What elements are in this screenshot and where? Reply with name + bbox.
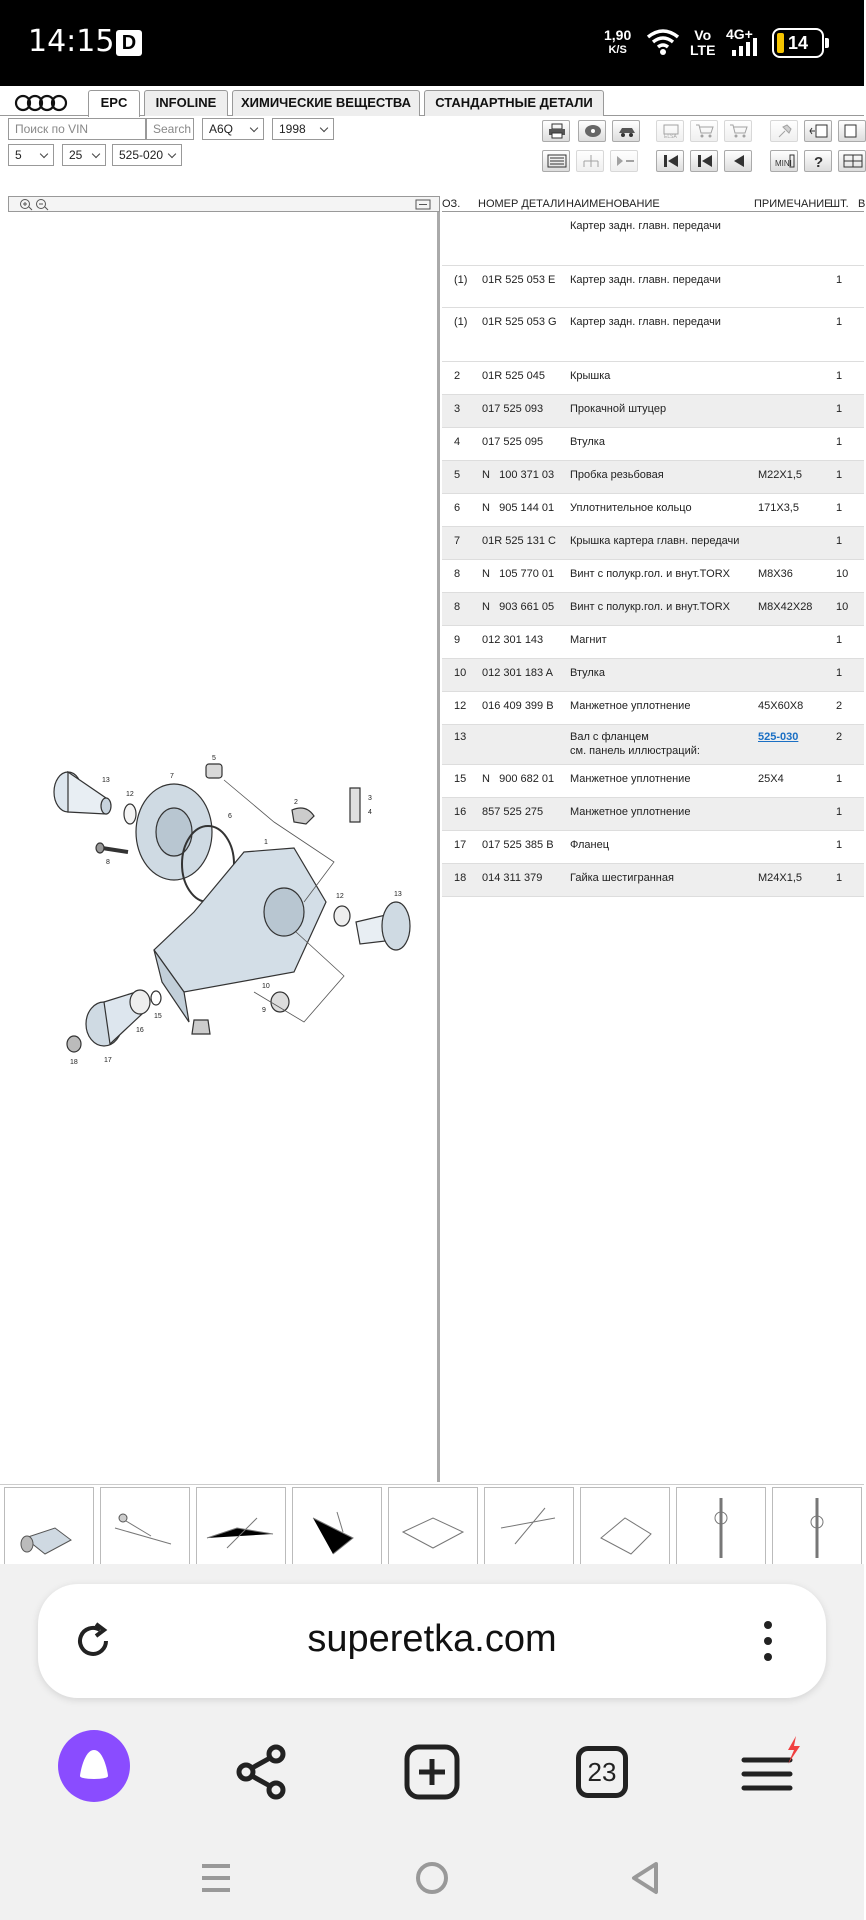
group-select[interactable]: 5 (8, 144, 54, 166)
network-type: 4G+ (726, 26, 753, 42)
row-pos: (1) (454, 316, 468, 328)
linkage-thumbnail-icon (293, 1488, 381, 1564)
volte-bottom: LTE (690, 42, 716, 58)
printer-icon (547, 123, 567, 139)
vin-search-input[interactable]: Поиск по VIN (8, 118, 146, 140)
seal-15 (151, 991, 161, 1005)
thumbnail[interactable] (196, 1487, 286, 1565)
parts-exploded-diagram[interactable] (44, 752, 424, 1072)
elsa-button[interactable] (656, 120, 684, 142)
plug-bottom (192, 1020, 210, 1034)
volte-indicator (690, 28, 715, 58)
mini-button[interactable] (770, 150, 798, 172)
tab-infoline[interactable]: INFOLINE (144, 90, 228, 116)
car-icon (617, 123, 637, 139)
row-qty: 1 (836, 535, 843, 547)
row-pos: 3 (454, 403, 461, 415)
row-name: Картер задн. главн. передачи (570, 316, 721, 328)
row-pos: (1) (454, 274, 468, 286)
row-pos: 5 (454, 469, 461, 481)
row-part-number: 01R 525 045 (482, 370, 545, 382)
illustration-toolbar (8, 196, 440, 212)
table-row[interactable] (442, 362, 864, 395)
row-part-number: 012 301 143 (482, 634, 544, 646)
cart-icon (695, 123, 715, 139)
print-button[interactable] (542, 120, 570, 142)
alice-assistant-icon[interactable] (58, 1730, 130, 1802)
system-navigation (0, 1840, 864, 1920)
row-note: 45X60X8 (758, 700, 804, 712)
collapse-button[interactable] (610, 150, 638, 172)
row-name: Картер задн. главн. передачи (570, 274, 721, 286)
row-qty: 1 (836, 274, 843, 286)
table-row[interactable] (442, 864, 864, 897)
callout: 4 (368, 809, 372, 816)
illustration-link[interactable]: 525-030 (758, 731, 799, 743)
table-row[interactable] (442, 266, 864, 308)
row-name: Манжетное уплотнение (570, 700, 691, 712)
search-input[interactable]: Search (146, 118, 194, 140)
recent-apps-icon[interactable] (198, 1860, 234, 1896)
status-time: 14:15 (28, 24, 115, 59)
seal-16 (130, 990, 150, 1014)
callout: 17 (104, 1057, 112, 1064)
seal-12-left (124, 804, 136, 824)
row-qty: 1 (836, 436, 843, 448)
callout: 8 (106, 859, 110, 866)
battery-level: 14 (788, 33, 809, 53)
row-name: Фланец (570, 839, 610, 851)
row-part-number: 014 311 379 (482, 872, 543, 884)
table-row[interactable] (442, 494, 864, 527)
tabs-count-button[interactable]: 23 (576, 1746, 628, 1798)
row-pos: 8 (454, 601, 461, 613)
table-row[interactable] (442, 659, 864, 692)
fit-icon[interactable] (415, 199, 431, 210)
table-row[interactable] (442, 461, 864, 494)
callout: 6 (228, 813, 232, 820)
tab-chemicals[interactable]: ХИМИЧЕСКИЕ ВЕЩЕСТВА (232, 90, 420, 116)
status-d-badge: D (116, 30, 142, 56)
disc-button[interactable] (578, 120, 606, 142)
tree-icon (581, 153, 601, 169)
pin-button[interactable] (770, 120, 798, 142)
first-button[interactable] (656, 150, 684, 172)
subframe-thumbnail-icon (389, 1488, 477, 1564)
header-qty: ШТ. (830, 198, 849, 210)
flange-shaft-right (382, 902, 410, 950)
thumbnail[interactable] (388, 1487, 478, 1565)
table-row[interactable] (442, 692, 864, 725)
previous-page-button[interactable] (690, 150, 718, 172)
row-name: Уплотнительное кольцо (570, 502, 692, 514)
triangle-left-icon (729, 153, 749, 169)
row-note: 171X3,5 (758, 502, 799, 514)
suspension-thumbnail-icon (197, 1488, 285, 1564)
seal-12-right (334, 906, 350, 926)
row-name: Крышка картера главн. передачи (570, 535, 740, 547)
callout: 2 (294, 799, 298, 806)
volte-top: Vo (694, 27, 712, 43)
row-name: Втулка (570, 667, 605, 679)
row-part-number: N 100 371 03 (482, 469, 555, 481)
row-name-note: см. панель иллюстраций: (570, 745, 700, 757)
thumbnail[interactable] (292, 1487, 382, 1565)
disc-icon (583, 123, 603, 139)
row-qty: 10 (836, 601, 849, 613)
elsa-icon (661, 123, 681, 139)
thumbnail[interactable] (484, 1487, 574, 1565)
row-name: Манжетное уплотнение (570, 773, 691, 785)
table-row[interactable] (442, 626, 864, 659)
pages-icon (809, 123, 829, 139)
thumbnail[interactable] (580, 1487, 670, 1565)
tab-standard-parts[interactable]: СТАНДАРТНЫЕ ДЕТАЛИ (424, 90, 604, 116)
bolt-8 (102, 848, 128, 852)
callout: 13 (102, 777, 110, 784)
tab-epc[interactable]: EPC (88, 90, 140, 117)
row-part-number: 012 301 183 A (482, 667, 553, 679)
row-qty: 1 (836, 634, 843, 646)
row-name: Картер задн. главн. передачи (570, 220, 721, 232)
strut-thumbnail-icon (677, 1488, 765, 1564)
new-tab-icon[interactable] (404, 1744, 460, 1800)
signal-icon (732, 36, 766, 56)
table-row[interactable] (442, 725, 864, 765)
header-part-number: НОМЕР ДЕТАЛИ (478, 198, 566, 210)
more-vertical-icon[interactable] (762, 1620, 774, 1662)
row-part-number: 017 525 385 B (482, 839, 554, 851)
arm-thumbnail-icon (485, 1488, 573, 1564)
svg-text:?: ? (814, 154, 824, 171)
housing-thumbnail-icon (5, 1488, 93, 1564)
row-name: Крышка (570, 370, 611, 382)
shaft-thumbnail-icon (101, 1488, 189, 1564)
share-icon[interactable] (234, 1744, 290, 1800)
table-row[interactable] (442, 831, 864, 864)
header-pos: ОЗ. (442, 198, 461, 210)
nut-18 (67, 1036, 81, 1052)
row-note: M8X36 (758, 568, 793, 580)
row-pos: 8 (454, 568, 461, 580)
zoom-in-icon[interactable] (19, 198, 33, 211)
svg-text:MINI: MINI (775, 159, 792, 168)
row-pos: 6 (454, 502, 461, 514)
car-button[interactable] (612, 120, 640, 142)
header-name: НАИМЕНОВАНИЕ (566, 198, 660, 210)
cart-remove-button[interactable] (724, 120, 752, 142)
row-pos: 16 (454, 806, 467, 818)
callout: 12 (126, 791, 134, 798)
row-qty: 2 (836, 731, 843, 743)
illustration-pane (8, 196, 440, 1482)
row-note: M24X1,5 (758, 872, 803, 884)
row-pos: 4 (454, 436, 461, 448)
pages-icon (843, 123, 863, 139)
row-name: Винт с полукр.гол. и внут.TORX (570, 568, 730, 580)
address-bar[interactable] (38, 1584, 826, 1698)
menu-icon[interactable] (742, 1736, 802, 1796)
previous-icon (695, 153, 715, 169)
cart-button[interactable] (690, 120, 718, 142)
page-right-button[interactable] (838, 120, 866, 142)
row-name: Гайка шестигранная (570, 872, 674, 884)
table-row[interactable] (442, 395, 864, 428)
table-row[interactable] (442, 428, 864, 461)
parts-table (442, 196, 864, 1482)
row-qty: 1 (836, 806, 843, 818)
row-part-number: N 900 682 01 (482, 773, 555, 785)
row-qty: 1 (836, 403, 843, 415)
battery-icon (772, 28, 824, 58)
row-pos: 9 (454, 634, 461, 646)
model-select[interactable]: A6Q (202, 118, 264, 140)
row-name: Пробка резьбовая (570, 469, 664, 481)
callout: 5 (212, 755, 216, 762)
illustration-select[interactable]: 525-020 (112, 144, 182, 166)
browser-chrome (0, 1564, 864, 1920)
row-qty: 1 (836, 667, 843, 679)
table-row[interactable] (442, 308, 864, 362)
header-extra: В (858, 198, 866, 210)
back-button[interactable] (724, 150, 752, 172)
table-row[interactable] (442, 212, 864, 266)
table-header (442, 196, 864, 212)
page-left-button[interactable] (804, 120, 832, 142)
bracket-thumbnail-icon (581, 1488, 669, 1564)
network-speed (604, 28, 631, 58)
row-part-number: 017 525 093 (482, 403, 544, 415)
thumbnail[interactable] (772, 1487, 862, 1565)
row-part-number: N 105 770 01 (482, 568, 555, 580)
row-qty: 1 (836, 370, 843, 382)
row-qty: 2 (836, 700, 843, 712)
year-select[interactable]: 1998 (272, 118, 334, 140)
callout: 3 (368, 795, 372, 802)
callout: 1 (264, 839, 268, 846)
row-qty: 1 (836, 502, 843, 514)
row-part-number: N 905 144 01 (482, 502, 555, 514)
list-button[interactable] (542, 150, 570, 172)
row-note: M8X42X28 (758, 601, 813, 613)
row-pos: 13 (454, 731, 467, 743)
row-pos: 18 (454, 872, 467, 884)
cap-2 (292, 808, 314, 824)
table-row[interactable] (442, 527, 864, 560)
row-part-number: 016 409 399 B (482, 700, 554, 712)
pin-icon (775, 123, 795, 139)
url-text[interactable]: superetka.com (307, 1618, 557, 1660)
strut-thumbnail-icon (773, 1488, 861, 1564)
row-name: Прокачной штуцер (570, 403, 667, 415)
speed-unit: K/S (608, 44, 627, 56)
status-bar (0, 0, 864, 86)
arrow-right-icon (615, 153, 635, 169)
row-note: M22X1,5 (758, 469, 803, 481)
back-nav-icon[interactable] (628, 1860, 664, 1896)
row-pos: 7 (454, 535, 461, 547)
zoom-out-icon[interactable] (35, 198, 49, 211)
browser-toolbar (0, 1730, 864, 1820)
illustration-thumbnails (0, 1484, 864, 1564)
row-name: Вал с фланцем (570, 731, 649, 743)
callout: 18 (70, 1059, 78, 1066)
top-navigation (0, 86, 864, 116)
callout: 15 (154, 1013, 162, 1020)
row-pos: 15 (454, 773, 467, 785)
subgroup-select[interactable]: 25 (62, 144, 106, 166)
callout: 16 (136, 1027, 144, 1034)
callout: 13 (394, 891, 402, 898)
row-pos: 10 (454, 667, 467, 679)
grid-icon (843, 153, 863, 169)
cart-icon (729, 123, 749, 139)
wifi-icon (646, 28, 680, 56)
row-part-number: 01R 525 131 C (482, 535, 556, 547)
question-icon (809, 153, 829, 169)
bleeder-3 (350, 788, 360, 822)
svg-text:ELSA: ELSA (664, 134, 677, 140)
thumbnail[interactable] (676, 1487, 766, 1565)
row-part-number: 01R 525 053 E (482, 274, 556, 286)
row-name: Винт с полукр.гол. и внут.TORX (570, 601, 730, 613)
row-note: 25X4 (758, 773, 784, 785)
row-name: Магнит (570, 634, 607, 646)
row-part-number: 857 525 275 (482, 806, 544, 818)
row-name: Втулка (570, 436, 605, 448)
sleeve-10 (271, 992, 289, 1012)
plug-5 (206, 764, 222, 778)
row-part-number: 017 525 095 (482, 436, 544, 448)
row-pos: 2 (454, 370, 461, 382)
tree-button[interactable] (576, 150, 604, 172)
row-pos: 12 (454, 700, 467, 712)
row-qty: 10 (836, 568, 849, 580)
row-qty: 1 (836, 773, 843, 785)
callout: 12 (336, 893, 344, 900)
thumbnail[interactable] (100, 1487, 190, 1565)
callout: 10 (262, 983, 270, 990)
table-row[interactable] (442, 593, 864, 626)
row-qty: 1 (836, 316, 843, 328)
first-icon (661, 153, 681, 169)
callout: 9 (262, 1007, 266, 1014)
row-part-number: N 903 661 05 (482, 601, 555, 613)
callout: 7 (170, 773, 174, 780)
row-part-number: 01R 525 053 G (482, 316, 557, 328)
row-pos: 17 (454, 839, 467, 851)
row-qty: 1 (836, 469, 843, 481)
row-qty: 1 (836, 839, 843, 851)
help-button[interactable] (804, 150, 832, 172)
grid-button[interactable] (838, 150, 866, 172)
home-icon[interactable] (414, 1860, 450, 1896)
table-row[interactable] (442, 560, 864, 593)
audi-logo-icon (14, 94, 68, 112)
table-row[interactable] (442, 765, 864, 798)
row-qty: 1 (836, 872, 843, 884)
mini-icon (775, 153, 795, 169)
header-note: ПРИМЕЧАНИЕ (754, 198, 832, 210)
list-icon (547, 153, 567, 169)
thumbnail[interactable] (4, 1487, 94, 1565)
row-name: Манжетное уплотнение (570, 806, 691, 818)
table-row[interactable] (442, 798, 864, 831)
speed-value: 1,90 (604, 27, 632, 43)
